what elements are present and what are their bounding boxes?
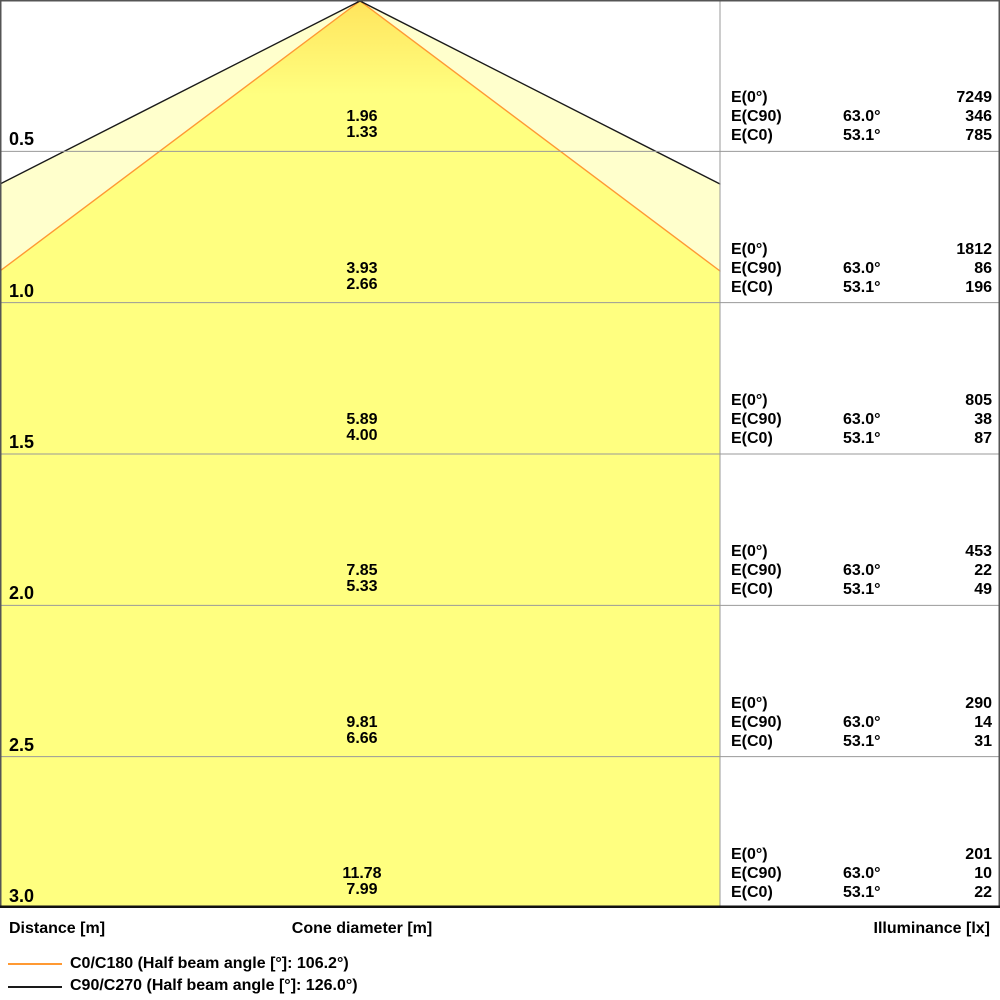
- distance-label: 3.0: [9, 886, 35, 906]
- ec0-label: E(C0): [731, 581, 773, 598]
- ec90-value: 86: [974, 260, 992, 277]
- ec90-value: 10: [974, 865, 992, 882]
- e0-label: E(0°): [731, 846, 768, 863]
- ec0-value: 22: [974, 884, 992, 901]
- illuminance-row: [731, 865, 992, 884]
- distance-label: 2.0: [9, 583, 35, 603]
- illuminance-row: [731, 846, 992, 865]
- illuminance-row: [731, 714, 992, 733]
- illuminance-row: [731, 108, 992, 127]
- cone-diameter-c90c270: 3.93: [346, 260, 378, 277]
- ec90-angle: 63.0°: [843, 108, 881, 125]
- cone-diameter-c90c270: 9.81: [346, 714, 378, 731]
- legend-label-c90c270: C90/C270 (Half beam angle [°]: 126.0°): [70, 977, 358, 994]
- e0-value: 7249: [956, 89, 992, 106]
- axis-label-cone-diameter: Cone diameter [m]: [291, 920, 433, 937]
- ec0-label: E(C0): [731, 733, 773, 750]
- e0-value: 1812: [956, 241, 992, 258]
- cone-diameter-c90c270: 1.96: [346, 108, 378, 125]
- ec0-label: E(C0): [731, 127, 773, 144]
- ec0-label: E(C0): [731, 884, 773, 901]
- cone-diameter-values: [312, 715, 412, 747]
- ec90-angle: 63.0°: [843, 714, 881, 731]
- ec90-label: E(C90): [731, 714, 782, 731]
- illuminance-row: [731, 695, 992, 714]
- ec90-value: 38: [974, 411, 992, 428]
- distance-label: 0.5: [9, 129, 35, 149]
- illuminance-block: [731, 695, 992, 752]
- e0-value: 805: [965, 392, 992, 409]
- cone-diameter-values: [312, 866, 412, 898]
- illuminance-row: [731, 581, 992, 600]
- illuminance-block: [731, 846, 992, 903]
- illuminance-row: [731, 279, 992, 298]
- ec90-label: E(C90): [731, 260, 782, 277]
- ec90-angle: 63.0°: [843, 865, 881, 882]
- illuminance-row: [731, 392, 992, 411]
- cone-diameter-c0c180: 1.33: [346, 124, 378, 141]
- ec0-angle: 53.1°: [843, 733, 881, 750]
- ec90-label: E(C90): [731, 411, 782, 428]
- cone-diameter-values: [312, 109, 412, 141]
- ec90-angle: 63.0°: [843, 411, 881, 428]
- cone-diameter-c0c180: 7.99: [346, 881, 378, 898]
- illuminance-row: [731, 127, 992, 146]
- illuminance-block: [731, 392, 992, 449]
- e0-value: 290: [965, 695, 992, 712]
- illuminance-block: [731, 543, 992, 600]
- distance-label: 2.5: [9, 735, 35, 755]
- axis-label-illuminance: Illuminance [lx]: [873, 920, 990, 937]
- cone-diameter-c0c180: 4.00: [346, 427, 378, 444]
- e0-label: E(0°): [731, 695, 768, 712]
- illuminance-row: [731, 562, 992, 581]
- cone-diameter-c0c180: 2.66: [346, 276, 378, 293]
- illuminance-block: [731, 241, 992, 298]
- distance-label: 1.5: [9, 432, 35, 452]
- illuminance-row: [731, 884, 992, 903]
- legend-line-c0c180: [8, 963, 62, 965]
- ec0-value: 49: [974, 581, 992, 598]
- e0-value: 453: [965, 543, 992, 560]
- legend-line-c90c270: [8, 986, 62, 988]
- ec90-label: E(C90): [731, 865, 782, 882]
- cone-diameter-c0c180: 5.33: [346, 578, 378, 595]
- illuminance-row: [731, 411, 992, 430]
- ec90-value: 346: [965, 108, 992, 125]
- ec0-angle: 53.1°: [843, 127, 881, 144]
- e0-value: 201: [965, 846, 992, 863]
- legend-label-c0c180: C0/C180 (Half beam angle [°]: 106.2°): [70, 955, 349, 972]
- ec0-angle: 53.1°: [843, 430, 881, 447]
- ec90-angle: 63.0°: [843, 260, 881, 277]
- e0-label: E(0°): [731, 89, 768, 106]
- cone-diameter-values: [312, 412, 412, 444]
- cone-diameter-c90c270: 5.89: [346, 411, 378, 428]
- ec0-angle: 53.1°: [843, 884, 881, 901]
- ec90-label: E(C90): [731, 108, 782, 125]
- ec0-label: E(C0): [731, 430, 773, 447]
- ec90-label: E(C90): [731, 562, 782, 579]
- illuminance-row: [731, 543, 992, 562]
- cone-diameter-c0c180: 6.66: [346, 730, 378, 747]
- ec90-value: 22: [974, 562, 992, 579]
- distance-label: 1.0: [9, 281, 35, 301]
- ec0-value: 87: [974, 430, 992, 447]
- e0-label: E(0°): [731, 241, 768, 258]
- illuminance-row: [731, 430, 992, 449]
- e0-label: E(0°): [731, 392, 768, 409]
- cone-diameter-values: [312, 261, 412, 293]
- ec0-angle: 53.1°: [843, 581, 881, 598]
- ec0-value: 785: [965, 127, 992, 144]
- ec90-angle: 63.0°: [843, 562, 881, 579]
- ec0-value: 196: [965, 279, 992, 296]
- illuminance-row: [731, 89, 992, 108]
- cone-diameter-c90c270: 7.85: [346, 562, 378, 579]
- ec0-label: E(C0): [731, 279, 773, 296]
- cone-diameter-values: [312, 563, 412, 595]
- axis-label-distance: Distance [m]: [9, 920, 106, 937]
- illuminance-row: [731, 733, 992, 752]
- ec0-value: 31: [974, 733, 992, 750]
- cone-diameter-c90c270: 11.78: [342, 865, 382, 882]
- e0-label: E(0°): [731, 543, 768, 560]
- illuminance-block: [731, 89, 992, 146]
- illuminance-row: [731, 241, 992, 260]
- ec90-value: 14: [974, 714, 992, 731]
- illuminance-row: [731, 260, 992, 279]
- ec0-angle: 53.1°: [843, 279, 881, 296]
